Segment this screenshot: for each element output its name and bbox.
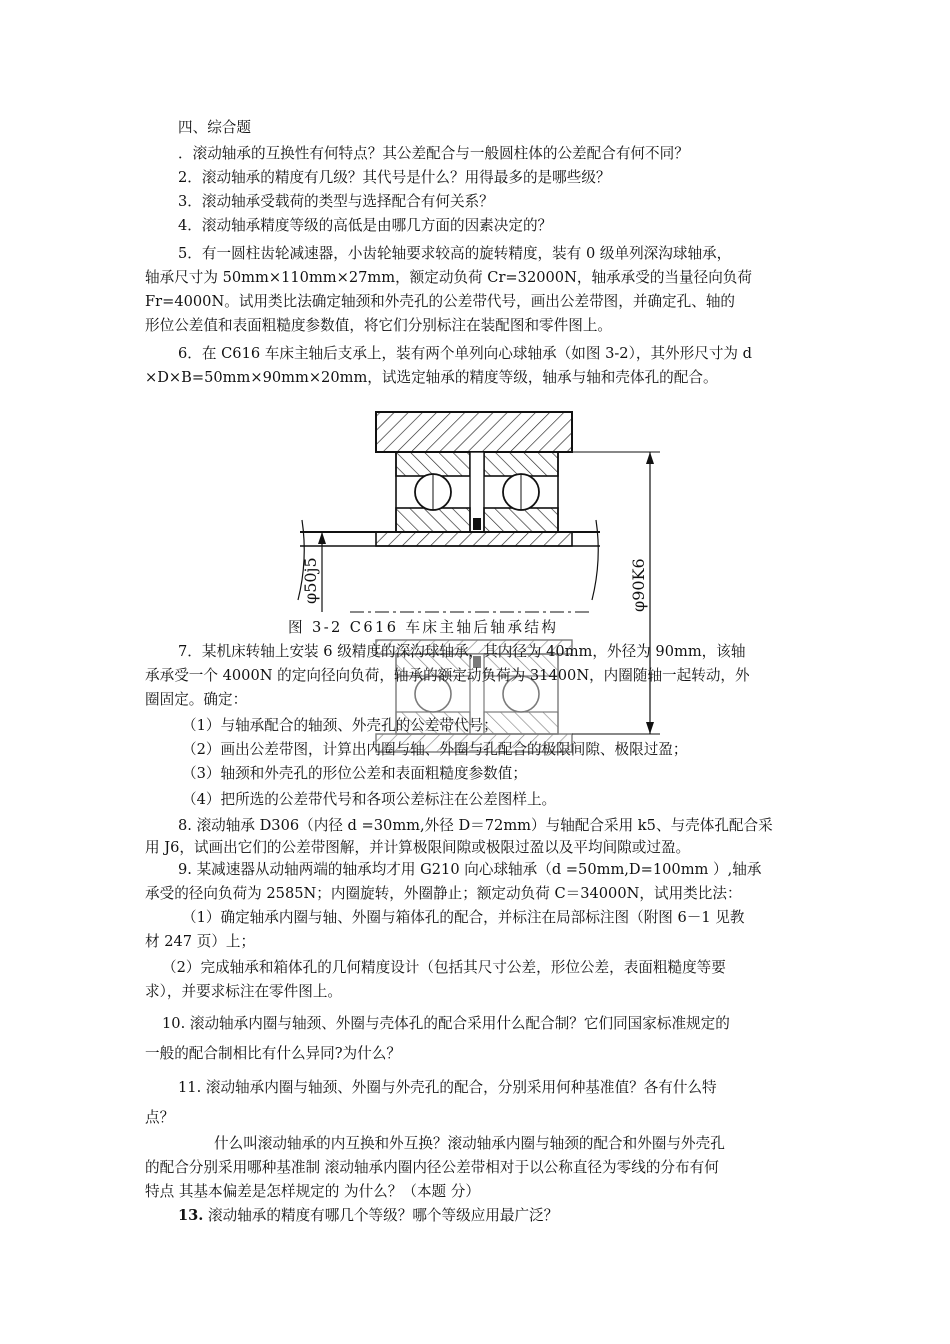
spacer-key bbox=[473, 518, 481, 530]
dim-label-left: φ50j5 bbox=[301, 557, 320, 604]
question-2: 2．滚动轴承的精度有几级？其代号是什么？用得最多的是哪些级？ bbox=[178, 169, 611, 186]
question-12-line-3: 特点 其基本偏差是怎样规定的 为什么？（本题 分） bbox=[145, 1183, 480, 1200]
question-12-line-2: 的配合分别采用哪种基准制 滚动轴承内圈内径公差带相对于以公称直径为零线的分布有何 bbox=[145, 1159, 719, 1176]
question-12-line-1: 什么叫滚动轴承的内互换和外互换？滚动轴承内圈与轴颈的配合和外圈与外壳孔 bbox=[214, 1135, 725, 1152]
question-13-text: 滚动轴承的精度有哪几个等级？哪个等级应用最广泛？ bbox=[208, 1207, 559, 1224]
question-9-line-2: 承受的径向负荷为 2585N；内圈旋转，外圈静止；额定动负荷 C＝34000N，试用类比法： bbox=[145, 885, 742, 902]
question-9-item-1: （1）确定轴承内圈与轴、外圈与箱体孔的配合，并标注在局部标注图（附图 6－1 见教 bbox=[182, 909, 745, 926]
question-8-line-1: 8. 滚动轴承 D306（内径 d =30mm,外径 D＝72mm）与轴配合采用 k5、与壳体孔配合采 bbox=[178, 817, 773, 834]
inner-ring-left bbox=[396, 508, 470, 532]
housing bbox=[376, 412, 572, 452]
question-6-line-1: 6．在 C616 车床主轴后支承上，装有两个单列向心球轴承（如图 3-2），其外形尺寸为 d bbox=[178, 345, 753, 362]
dim-label-right: φ90K6 bbox=[629, 558, 648, 612]
question-4: 4．滚动轴承精度等级的高低是由哪几方面的因素决定的？ bbox=[178, 217, 553, 234]
shaft-sleeve bbox=[376, 532, 572, 546]
question-8-line-2: 用 J6，试画出它们的公差带图解，并计算极限间隙或极限过盈以及平均间隙或过盈。 bbox=[145, 839, 691, 856]
inner-ring-right bbox=[484, 508, 558, 532]
question-7-item-3: （3）轴颈和外壳孔的形位公差和表面粗糙度参数值； bbox=[182, 765, 527, 782]
question-7-line-1: 7．某机床转轴上安装 6 级精度的深沟球轴承，其内径为 40mm，外径为 90mm，该轴 bbox=[178, 643, 746, 660]
section-heading: 四、综合题 bbox=[178, 119, 251, 136]
question-10-line-2: 一般的配合制相比有什么异同?为什么？ bbox=[145, 1045, 401, 1062]
question-7-item-1: （1）与轴承配合的轴颈、外壳孔的公差带代号； bbox=[182, 717, 498, 734]
question-6-line-2: ×D×B=50mm×90mm×20mm，试选定轴承的精度等级，轴承与轴和壳体孔的配合。 bbox=[145, 369, 718, 386]
question-9-item-2: （2）完成轴承和箱体孔的几何精度设计（包括其尺寸公差，形位公差，表面粗糙度等要 bbox=[162, 959, 726, 976]
question-11-line-1: 11. 滚动轴承内圈与轴颈、外圈与外壳孔的配合，分别采用何种基准值？各有什么特 bbox=[178, 1079, 717, 1096]
question-9-line-1: 9. 某减速器从动轴两端的轴承均才用 G210 向心球轴承（d =50mm,D=100mm ）,轴承 bbox=[178, 861, 762, 878]
question-7-item-4: （4）把所选的公差带代号和各项公差标注在公差图样上。 bbox=[182, 791, 557, 808]
question-5-line-2: 轴承尺寸为 50mm×110mm×27mm，额定动负荷 Cr=32000N，轴承承受的当量径向负荷 bbox=[145, 269, 752, 286]
question-11-line-2: 点？ bbox=[145, 1109, 175, 1126]
question-5-line-4: 形位公差值和表面粗糙度参数值，将它们分别标注在装配图和零件图上。 bbox=[145, 317, 613, 334]
outer-ring-left bbox=[396, 452, 470, 476]
question-1: ．滚动轴承的互换性有何特点？其公差配合与一般圆柱体的公差配合有何不同？ bbox=[178, 145, 689, 162]
question-9-item-1-cont: 材 247 页）上； bbox=[145, 933, 256, 950]
figure-caption: 图 3-2 C616 车床主轴后轴承结构 bbox=[288, 619, 559, 636]
outer-ring-right bbox=[484, 452, 558, 476]
question-3: 3．滚动轴承受载荷的类型与选择配合有何关系？ bbox=[178, 193, 494, 210]
question-7-line-2: 承承受一个 4000N 的定向径向负荷，轴承的额定动负荷为 31400N，内圈随轴一起转动，外 bbox=[145, 667, 750, 684]
question-13-number: 13. bbox=[178, 1207, 204, 1224]
question-7-line-3: 圈固定。确定： bbox=[145, 691, 248, 708]
question-5-line-1: 5．有一圆柱齿轮减速器，小齿轮轴要求较高的旋转精度，装有 0 级单列深沟球轴承， bbox=[178, 245, 732, 262]
question-7-item-2: （2）画出公差带图，计算出内圈与轴、外圈与孔配合的极限间隙、极限过盈； bbox=[182, 741, 688, 758]
question-9-item-2-cont: 求），并要求标注在零件图上。 bbox=[145, 983, 343, 1000]
question-5-line-3: Fr=4000N。试用类比法确定轴颈和外壳孔的公差带代号，画出公差带图，并确定孔、轴的 bbox=[145, 293, 736, 310]
question-10-line-1: 10. 滚动轴承内圈与轴颈、外圈与壳体孔的配合采用什么配合制？它们同国家标准规定的 bbox=[162, 1015, 730, 1032]
